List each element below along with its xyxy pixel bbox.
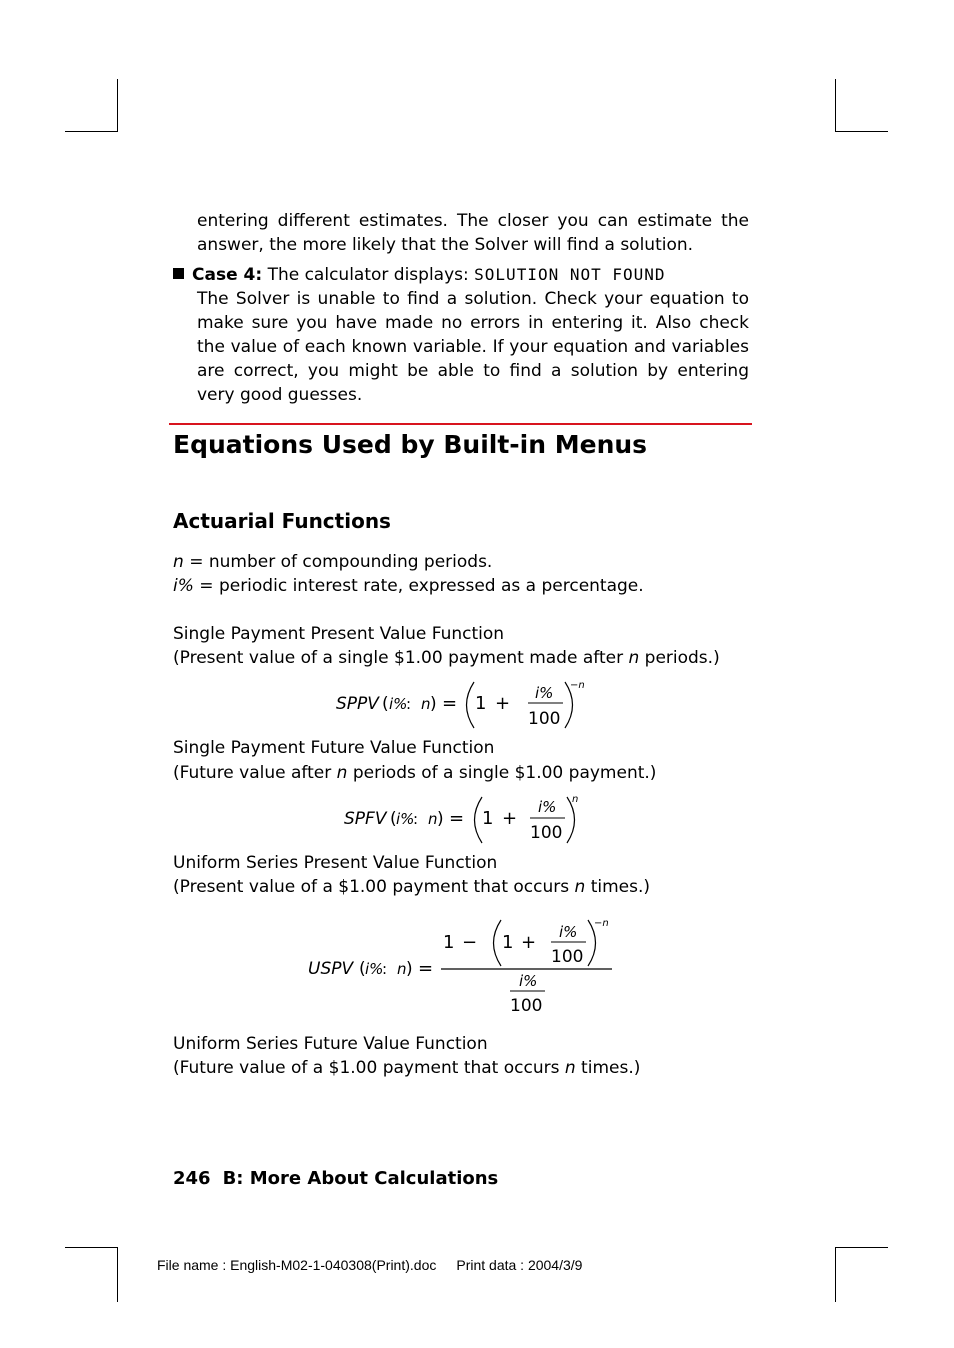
case4-display-message: SOLUTION NOT FOUND — [474, 265, 666, 284]
subsection-heading: Actuarial Functions — [173, 509, 391, 533]
spfv-args-open: ( — [390, 809, 397, 829]
sppv-name: SPPV — [336, 694, 379, 714]
spfv-paren-left — [475, 797, 483, 843]
sppv-plus: + — [495, 693, 511, 714]
equation-uspv — [308, 918, 612, 1016]
spfv-args-sep: : — [413, 810, 419, 828]
sppv-args-n: n — [421, 695, 431, 713]
sppv-args-open: ( — [382, 694, 389, 714]
spfv-denominator: 100 — [530, 823, 563, 843]
function-desc-usfv: (Future value of a $1.00 payment that occurs n times.) — [173, 1058, 641, 1078]
sppv-denominator: 100 — [528, 709, 561, 729]
uspv-minus: − — [462, 932, 478, 953]
spfv-name: SPFV — [344, 809, 387, 829]
page-number: 246 — [173, 1168, 211, 1189]
uspv-name: USPV — [308, 959, 354, 979]
function-title-usfv: Uniform Series Future Value Function — [173, 1034, 488, 1054]
uspv-plus: + — [521, 932, 537, 953]
sppv-one: 1 — [475, 693, 487, 714]
sppv-numerator: i% — [535, 684, 554, 702]
definition-n: n = number of compounding periods. — [173, 552, 493, 572]
equation-spfv — [344, 794, 578, 843]
spfv-plus: + — [502, 808, 518, 829]
uspv-lower-denominator: 100 — [510, 996, 543, 1016]
case4-text: The calculator displays: — [267, 265, 469, 285]
sppv-args-sep: : — [406, 695, 412, 713]
function-desc-uspv: (Present value of a $1.00 payment that occurs n times.) — [173, 877, 651, 897]
spfv-exponent: n — [572, 794, 579, 805]
spfv-numerator: i% — [538, 798, 557, 816]
function-desc-spfv: (Future value after n periods of a single $1.00 payment.) — [173, 763, 657, 783]
uspv-args-close: ) — [406, 959, 413, 979]
spfv-args-var: i% — [396, 810, 415, 828]
uspv-args-var: i% — [365, 960, 384, 978]
equation-sppv — [336, 680, 585, 729]
sppv-args-var: i% — [389, 695, 408, 713]
case4-label: Case 4: — [192, 265, 263, 285]
uspv-equals: = — [418, 958, 434, 979]
spfv-equals: = — [449, 808, 465, 829]
function-title-spfv: Single Payment Future Value Function — [173, 738, 495, 758]
uspv-inner-denominator: 100 — [551, 947, 584, 967]
spfv-one: 1 — [482, 808, 494, 829]
uspv-paren-left — [494, 920, 502, 966]
file-name: File name : English-M02-1-040308(Print).doc — [157, 1257, 437, 1273]
uspv-one-inner: 1 — [502, 932, 514, 953]
uspv-args-sep: : — [382, 960, 388, 978]
uspv-args-open: ( — [359, 959, 366, 979]
function-desc-sppv: (Present value of a single $1.00 payment made after n periods.) — [173, 648, 720, 668]
sppv-args-close: ) — [430, 694, 437, 714]
uspv-lower-numerator: i% — [519, 972, 538, 990]
print-date: Print data : 2004/3/9 — [456, 1257, 583, 1273]
uspv-args-n: n — [397, 960, 407, 978]
function-title-uspv: Uniform Series Present Value Function — [173, 853, 498, 873]
spfv-args-n: n — [428, 810, 438, 828]
sppv-paren-left — [467, 682, 475, 728]
function-title-sppv: Single Payment Present Value Function — [173, 624, 505, 644]
uspv-one-outer: 1 — [443, 932, 455, 953]
file-info — [157, 1257, 582, 1273]
intro-paragraph: entering different estimates. The closer you can estimate the answer, the more likely that the Solver will find a solution. — [197, 211, 749, 255]
uspv-exponent: −n — [594, 918, 609, 929]
chapter-title: B: More About Calculations — [222, 1168, 499, 1189]
section-heading: Equations Used by Built-in Menus — [173, 430, 648, 459]
sppv-exponent: −n — [570, 680, 585, 691]
definition-i: i% = periodic interest rate, expressed as a percentage. — [173, 576, 644, 596]
case4-body: The Solver is unable to find a solution. Check your equation to make sure you have made no errors in entering it. Also check the value of each known variable. If your equation and variables are correct, you might be able to find a solution by entering very good guesses. — [197, 289, 749, 405]
sppv-equals: = — [442, 693, 458, 714]
page-footer — [173, 1168, 498, 1189]
spfv-args-close: ) — [437, 809, 444, 829]
uspv-inner-numerator: i% — [559, 923, 578, 941]
